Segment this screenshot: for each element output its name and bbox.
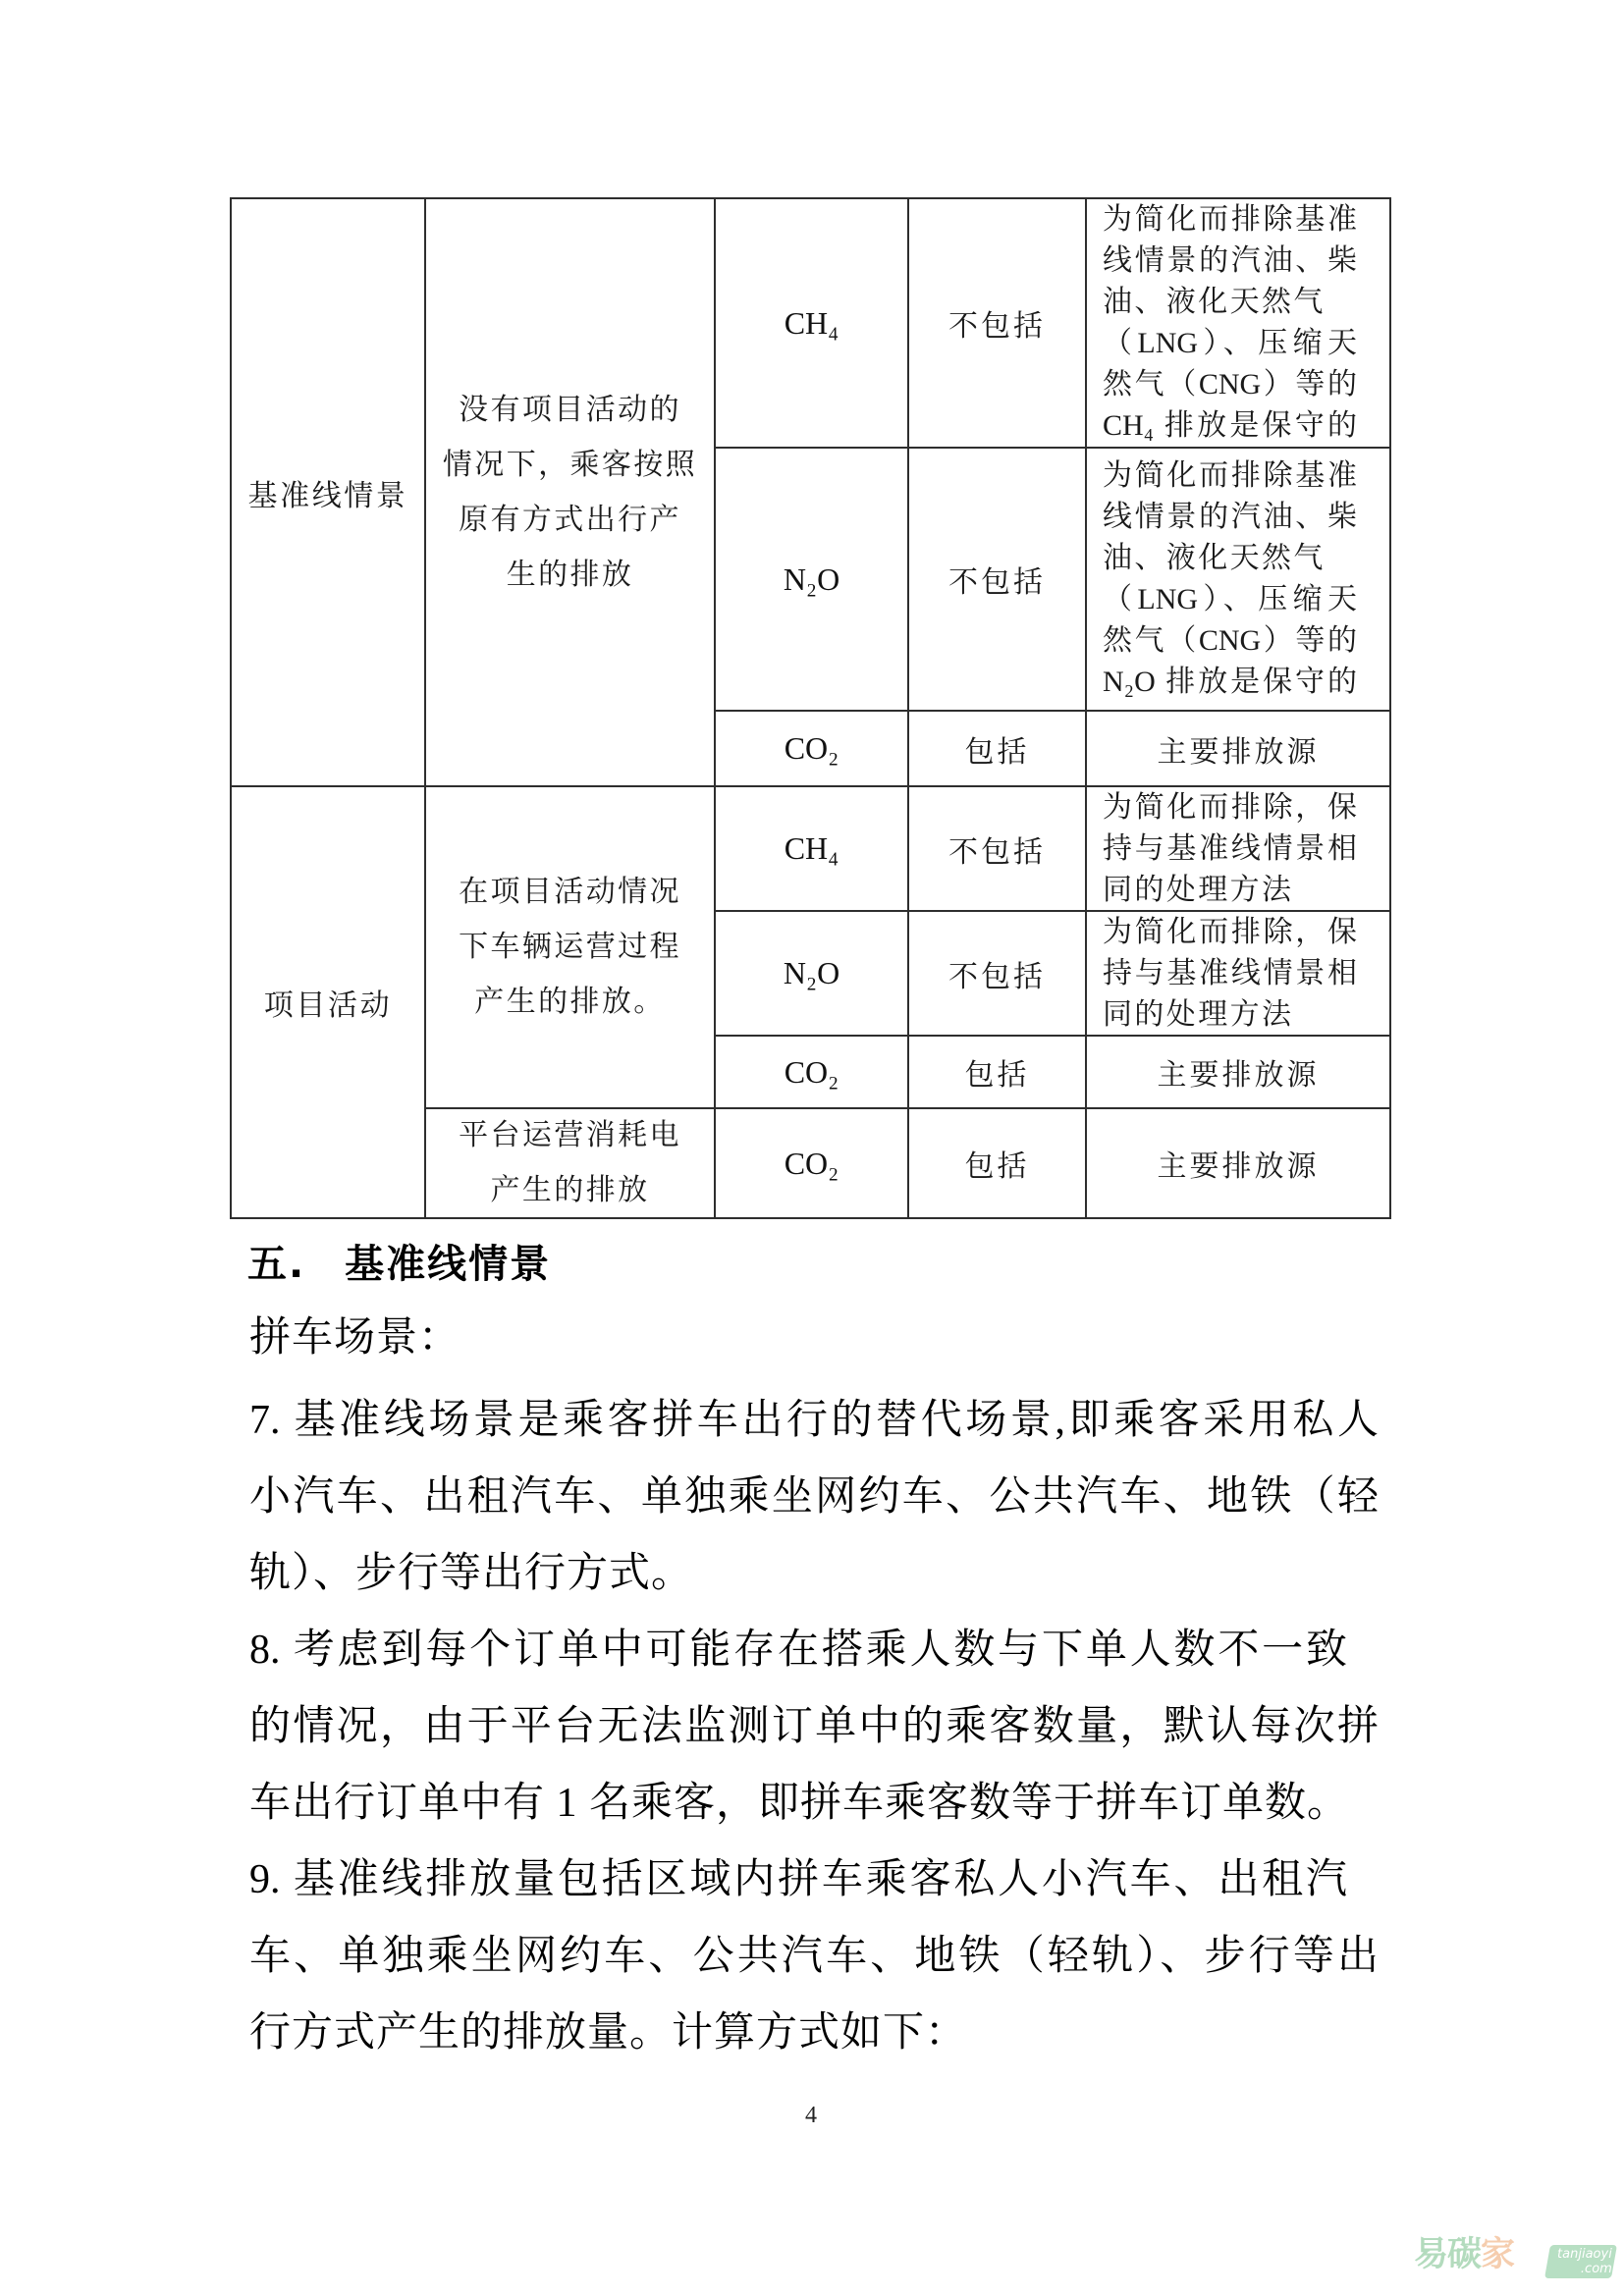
source-description-line: 产生的排放。 xyxy=(474,986,666,1018)
page-number: 4 xyxy=(805,2103,817,2128)
gas-label: CH₄ xyxy=(784,304,839,341)
justification-line: 为简化而排除，保 xyxy=(1103,790,1357,824)
source-description-line: 平台运营消耗电 xyxy=(459,1119,681,1151)
gas-label: CO₂ xyxy=(784,1145,839,1181)
justification-text xyxy=(1103,199,1357,447)
justification-line: 然气（CNG）等的 xyxy=(1103,368,1357,400)
section-subheading: 拼车场景： xyxy=(249,1315,461,1361)
included-status: 包括 xyxy=(964,735,1030,769)
included-status: 包括 xyxy=(964,1059,1030,1092)
justification-line: 油、液化天然气 xyxy=(1103,542,1326,574)
justification-line: （LNG）、压缩天 xyxy=(1103,327,1357,359)
table-cell-gas xyxy=(714,1107,909,1219)
table-cell-included xyxy=(907,910,1087,1037)
justification-line: 为简化而排除基准 xyxy=(1103,203,1357,236)
gas-label: N₂O xyxy=(783,561,840,597)
paragraph-line: 轨）、步行等出行方式。 xyxy=(249,1551,694,1596)
paragraph-line: 车、单独乘坐网约车、公共汽车、地铁（轻轨）、步行等出 xyxy=(249,1934,1379,1979)
justification-line: 同的处理方法 xyxy=(1103,997,1294,1031)
justification-text xyxy=(1103,455,1357,703)
table-cell-justification xyxy=(1085,1035,1391,1109)
table-cell-gas xyxy=(714,785,909,912)
watermark-domain-line: .com xyxy=(1580,2262,1612,2276)
table-cell-justification xyxy=(1085,1107,1391,1219)
table-cell-included xyxy=(907,785,1087,912)
table-cell-justification xyxy=(1085,710,1391,787)
gas-label: CO₂ xyxy=(784,730,839,766)
justification-text: 主要排放源 xyxy=(1157,1150,1320,1183)
table-cell-gas xyxy=(714,910,909,1037)
paragraph-line: 行方式产生的排放量。计算方式如下： xyxy=(249,2010,968,2056)
justification-line: 为简化而排除基准 xyxy=(1103,459,1357,492)
source-description-line: 在项目活动情况 xyxy=(459,876,681,908)
justification-line: 油、液化天然气 xyxy=(1103,286,1326,318)
watermark-char: 碳 xyxy=(1447,2235,1482,2274)
watermark-badge xyxy=(1544,2245,1617,2278)
justification-line: 为简化而排除，保 xyxy=(1103,915,1357,948)
table-cell-source-baseline xyxy=(424,197,716,787)
table-cell-justification xyxy=(1085,785,1391,912)
section-heading: 五. 基准线情景 xyxy=(247,1242,552,1287)
table-cell-included xyxy=(907,1107,1087,1219)
paragraph-line: 7. 基准线场景是乘客拼车出行的替代场景,即乘客采用私人 xyxy=(249,1398,1379,1443)
table-cell-gas xyxy=(714,197,909,449)
category-label: 项目活动 xyxy=(263,989,393,1022)
justification-text xyxy=(1103,912,1357,1036)
justification-text xyxy=(1103,787,1357,911)
paragraph-line: 的情况，由于平台无法监测订单中的乘客数量，默认每次拼 xyxy=(249,1704,1379,1749)
table-cell-source-platform-electricity xyxy=(424,1107,716,1219)
justification-line: 持与基准线情景相 xyxy=(1103,956,1357,989)
table-cell-included xyxy=(907,1035,1087,1109)
gas-label: CO₂ xyxy=(784,1053,839,1090)
watermark-char: 易 xyxy=(1414,2235,1448,2274)
source-description-line: 情况下，乘客按照 xyxy=(442,448,698,481)
justification-line: 线情景的汽油、柴 xyxy=(1103,501,1357,533)
source-description-line: 没有项目活动的 xyxy=(459,393,681,426)
justification-text: 主要排放源 xyxy=(1157,1059,1320,1092)
paragraph-line: 8. 考虑到每个订单中可能存在搭乘人数与下单人数不一致 xyxy=(249,1628,1347,1673)
source-description-line: 下车辆运营过程 xyxy=(459,931,681,963)
table-cell-justification xyxy=(1085,447,1391,712)
justification-text: 主要排放源 xyxy=(1157,735,1320,769)
justification-line: CH₄ 排放是保守的 xyxy=(1103,409,1357,442)
table-cell-justification xyxy=(1085,910,1391,1037)
paragraph-8 xyxy=(249,1612,1388,1842)
watermark-domain xyxy=(1547,2245,1612,2280)
table-cell-gas xyxy=(714,710,909,787)
included-status: 不包括 xyxy=(948,835,1046,869)
watermark-char: 家 xyxy=(1481,2235,1515,2274)
included-status: 不包括 xyxy=(948,310,1046,343)
section-body xyxy=(249,1382,1388,2071)
gas-label: N₂O xyxy=(783,955,840,990)
source-description-line: 生的排放 xyxy=(506,558,634,591)
category-label: 基准线情景 xyxy=(247,479,408,512)
justification-line: 持与基准线情景相 xyxy=(1103,831,1357,865)
included-status: 包括 xyxy=(964,1150,1030,1183)
table-cell-source-vehicle-operation xyxy=(424,785,716,1109)
justification-line: 线情景的汽油、柴 xyxy=(1103,244,1357,277)
table-cell-included xyxy=(907,197,1087,449)
table-cell-gas xyxy=(714,447,909,712)
table-cell-gas xyxy=(714,1035,909,1109)
source-description-line: 产生的排放 xyxy=(490,1174,650,1206)
table-cell-category-project xyxy=(230,785,426,1219)
included-status: 不包括 xyxy=(948,566,1046,599)
justification-line: （LNG）、压缩天 xyxy=(1103,583,1357,615)
justification-line: 同的处理方法 xyxy=(1103,873,1294,906)
justification-line: N₂O 排放是保守的 xyxy=(1103,666,1357,698)
paragraph-line: 9. 基准线排放量包括区域内拼车乘客私人小汽车、出租汽 xyxy=(249,1857,1347,1902)
source-description-line: 原有方式出行产 xyxy=(459,503,681,536)
table-cell-included xyxy=(907,710,1087,787)
paragraph-line: 小汽车、出租汽车、单独乘坐网约车、公共汽车、地铁（轻 xyxy=(249,1474,1379,1520)
watermark-logo xyxy=(1414,2228,1618,2283)
paragraph-9 xyxy=(249,1842,1388,2071)
table-cell-justification xyxy=(1085,197,1391,449)
gas-label: CH₄ xyxy=(784,830,839,866)
table-cell-included xyxy=(907,447,1087,712)
paragraph-line: 车出行订单中有 1 名乘客，即拼车乘客数等于拼车订单数。 xyxy=(249,1781,1350,1826)
included-status: 不包括 xyxy=(948,960,1046,993)
justification-line: 然气（CNG）等的 xyxy=(1103,624,1357,657)
watermark-brand-text xyxy=(1414,2232,1514,2277)
paragraph-7 xyxy=(249,1382,1388,1612)
watermark-domain-line: tanjiaoyi xyxy=(1557,2247,1612,2262)
table-cell-category-baseline xyxy=(230,197,426,787)
